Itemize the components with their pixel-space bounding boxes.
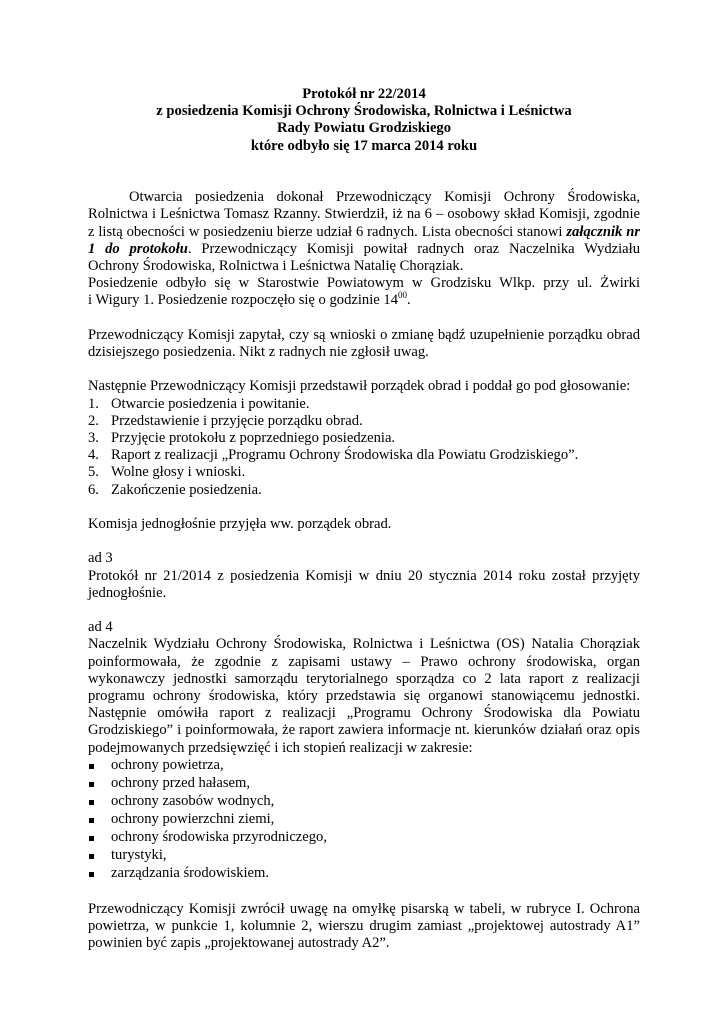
agenda-item — [88, 464, 640, 481]
agenda-item — [88, 430, 640, 447]
list-item — [88, 775, 640, 793]
intro-paragraph — [88, 189, 640, 309]
square-bullet-icon — [88, 848, 111, 865]
list-item — [88, 847, 640, 865]
list-item — [88, 793, 640, 811]
list-item — [88, 829, 640, 847]
text-line: programu ochrony środowiska, który przedstawia się organowi stanowiącemu jednostki. — [88, 687, 640, 704]
text-span: i Wigury 1. Posiedzenie rozpoczęło się o godzinie 14 — [88, 292, 398, 309]
list-item-text: ochrony zasobów wodnych, — [111, 792, 275, 809]
agenda-item — [88, 396, 640, 413]
title-line: które odbyło się 17 marca 2014 roku — [250, 137, 478, 154]
square-bullet-icon — [88, 830, 111, 847]
question-paragraph — [88, 327, 640, 361]
agenda-text: Raport z realizacji „Programu Ochrony Środowiska dla Powiatu Grodziskiego”. — [111, 447, 579, 464]
list-item — [88, 757, 640, 775]
agenda-text: Otwarcie posiedzenia i powitanie. — [111, 395, 310, 412]
text-line: podejmowanych przedsięwzięć i ich stopień realizacji w zakresie: — [88, 739, 473, 756]
agenda-number: 6. — [88, 481, 99, 498]
agenda-text: Przyjęcie protokołu z poprzedniego posiedzenia. — [111, 429, 396, 446]
text-line: Naczelnik Wydziału Ochrony Środowiska, Rolnictwa i Leśnictwa (OS) Natalia Chorąziak — [88, 636, 640, 653]
list-item-text: ochrony przed hałasem, — [111, 774, 250, 791]
text-line: poinformowała, że zgodnie z zapisami ustawy – Prawo ochrony środowiska, organ — [88, 653, 640, 670]
text-line: Otwarcia posiedzenia dokonał Przewodniczący Komisji Ochrony Środowiska, — [129, 189, 640, 206]
text-line: Posiedzenie odbyło się w Starostwie Powiatowym w Grodzisku Wlkp. przy ul. Żwirki — [88, 275, 640, 292]
text-line — [88, 241, 640, 258]
list-item-text: ochrony powietrza, — [111, 756, 224, 773]
text-line: Przewodniczący Komisji zwrócił uwagę na omyłkę pisarską w tabeli, w rubryce I. Ochrona — [88, 900, 640, 917]
ad3-section — [88, 550, 640, 602]
text-line — [88, 292, 640, 309]
agenda-accepted: Komisja jednogłośnie przyjęła ww. porządek obrad. — [88, 515, 392, 532]
text-line: Grodziskiego” i poinformowała, że raport zawiera informacje nt. kierunków działań oraz opis — [88, 722, 640, 739]
section-heading: ad 3 — [88, 550, 113, 567]
agenda-text: Przedstawienie i przyjęcie porządku obrad. — [111, 412, 363, 429]
text-span: . Przewodniczący Komisji powitał radnych oraz Naczelnika Wydziału — [187, 240, 640, 257]
text-line: Przewodniczący Komisji zapytał, czy są wnioski o zmianę bądź uzupełnienie porządku obrad — [88, 326, 640, 343]
text-line: powinien być zapis „projektowanej autostrady A2”. — [88, 935, 390, 952]
document-title — [88, 86, 640, 155]
text-line: jednogłośnie. — [88, 584, 167, 601]
agenda-text: Wolne głosy i wnioski. — [111, 464, 246, 481]
text-line: powietrza, w punkcie 1, kolumnie 2, wierszu drugim zamiast „projektowej autostrady A1” — [88, 917, 640, 934]
square-bullet-icon — [88, 758, 111, 775]
document-page — [88, 86, 640, 952]
attachment-reference: 1 do protokołu — [88, 240, 188, 257]
square-bullet-icon — [88, 776, 111, 793]
list-item — [88, 811, 640, 829]
agenda-item — [88, 413, 640, 430]
agenda-number: 1. — [88, 395, 99, 412]
agenda-number: 2. — [88, 412, 99, 429]
section-heading: ad 4 — [88, 619, 113, 636]
agenda-text: Zakończenie posiedzenia. — [111, 481, 262, 498]
square-bullet-icon — [88, 866, 111, 883]
square-bullet-icon — [88, 794, 111, 811]
agenda-list — [88, 396, 640, 499]
list-item-text: ochrony powierzchni ziemi, — [111, 811, 275, 828]
text-line: Protokół nr 21/2014 z posiedzenia Komisji w dniu 20 stycznia 2014 roku został przyjęty — [88, 567, 640, 584]
scope-list — [88, 757, 640, 884]
title-line: Rady Powiatu Grodziskiego — [276, 120, 452, 137]
text-line: Następnie omówiła raport z realizacji „Programu Ochrony Środowiska dla Powiatu — [88, 705, 640, 722]
superscript: 00 — [398, 290, 407, 301]
closing-paragraph — [88, 901, 640, 953]
text-line: Ochrony Środowiska, Rolnictwa i Leśnictwa Natalię Chorąziak. — [88, 257, 464, 274]
title-line: z posiedzenia Komisji Ochrony Środowiska, Rolnictwa i Leśnictwa — [156, 103, 572, 120]
ad4-section — [88, 619, 640, 883]
list-item-text: ochrony środowiska przyrodniczego, — [111, 829, 328, 846]
text-line: Rolnictwa i Leśnictwa Tomasz Rzanny. Stwierdził, iż na 6 – osobowy skład Komisji, zgodnie — [88, 206, 640, 223]
list-item — [88, 865, 640, 883]
agenda-intro: Następnie Przewodniczący Komisji przedstawił porządek obrad i poddał go pod głosowanie: — [88, 378, 631, 395]
text-span: . — [407, 292, 411, 309]
agenda-number: 3. — [88, 429, 99, 446]
agenda-item — [88, 447, 640, 464]
agenda-number: 4. — [88, 447, 99, 464]
attachment-reference: załącznik nr — [566, 223, 641, 240]
title-line: Protokół nr 22/2014 — [302, 86, 426, 102]
square-bullet-icon — [88, 812, 111, 829]
agenda-item — [88, 482, 640, 499]
text-line: dzisiejszego posiedzenia. Nikt z radnych nie zgłosił uwag. — [88, 343, 429, 360]
agenda-number: 5. — [88, 464, 99, 481]
text-line: wykonawczy jednostki samorządu terytorialnego sporządza co 2 lata raport z realizacji — [88, 670, 640, 687]
list-item-text: turystyki, — [111, 847, 167, 864]
text-span: z listą obecności w posiedzeniu bierze udział 6 radnych. Lista obecności stanowi — [88, 223, 567, 240]
text-line — [88, 224, 640, 241]
list-item-text: zarządzania środowiskiem. — [111, 865, 270, 882]
